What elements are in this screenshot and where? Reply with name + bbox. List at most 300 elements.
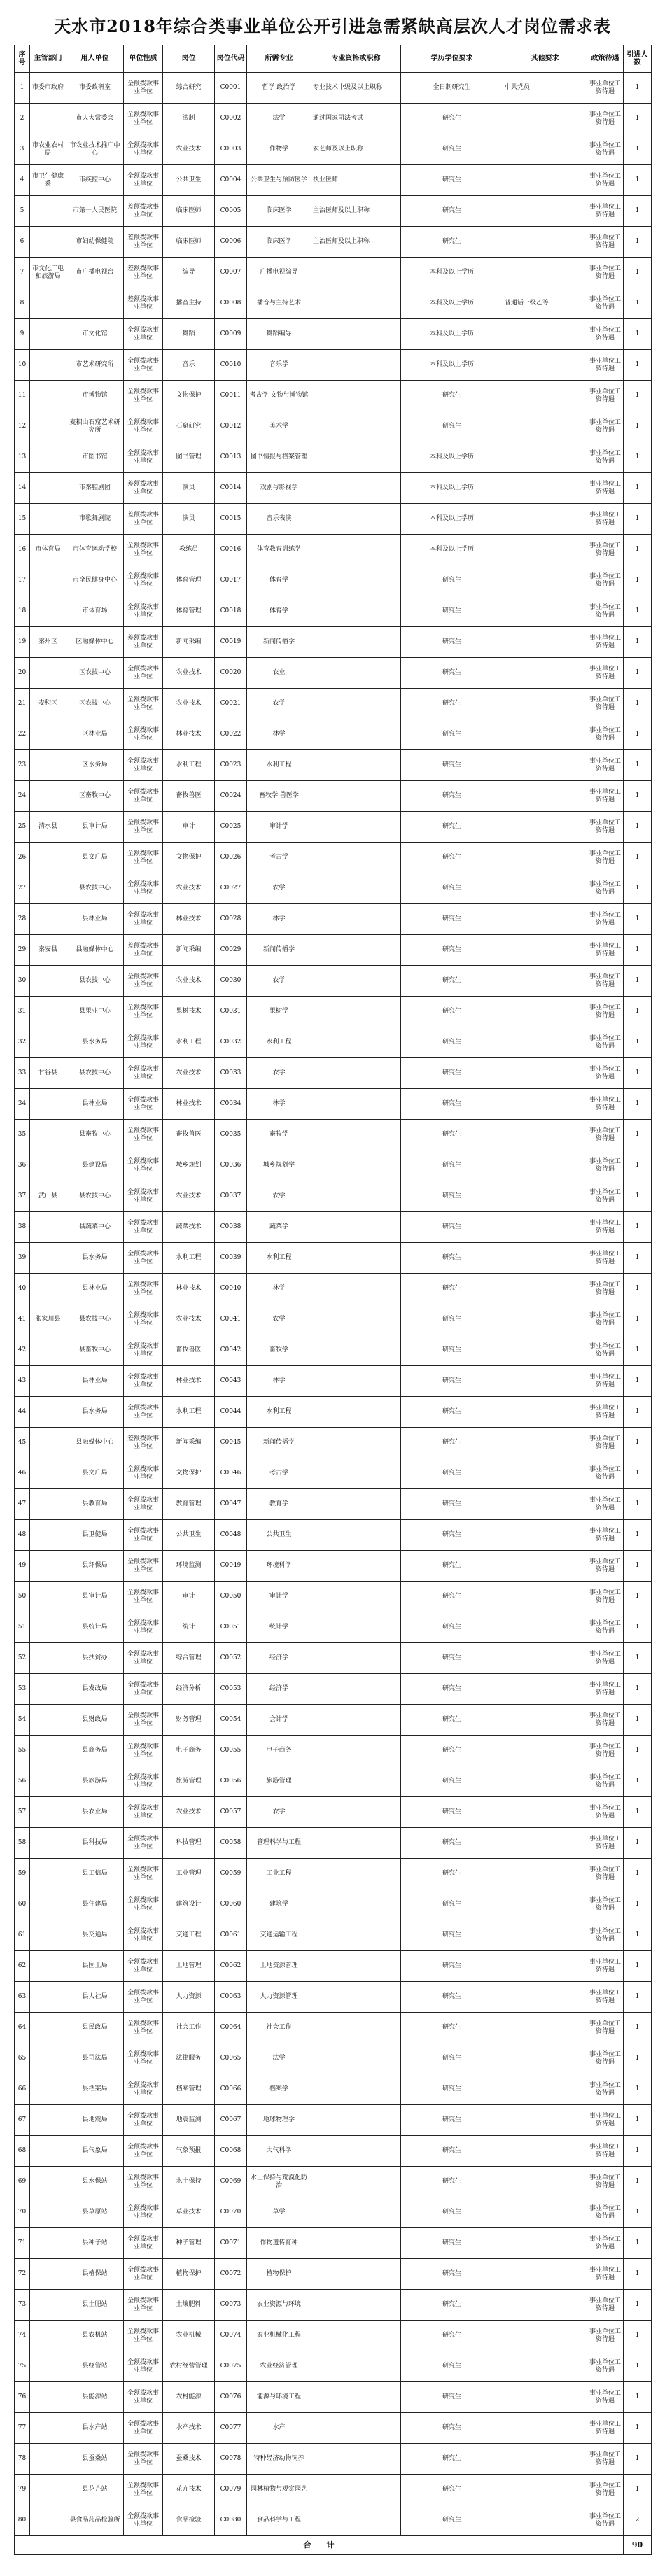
table-cell: 1: [624, 1797, 652, 1828]
table-cell: [312, 1304, 401, 1335]
table-cell: 档案管理: [163, 2074, 215, 2105]
table-cell: 县水务局: [66, 1027, 124, 1058]
table-cell: 1: [624, 1058, 652, 1089]
table-cell: [503, 1458, 587, 1489]
table-cell: 9: [15, 319, 30, 350]
table-cell: C0039: [215, 1243, 247, 1274]
table-cell: [30, 1582, 66, 1612]
table-cell: 16: [15, 535, 30, 565]
table-cell: [30, 1243, 66, 1274]
table-header-row: [15, 45, 652, 73]
table-cell: [30, 504, 66, 535]
column-header: 政策待遇: [587, 45, 624, 73]
table-cell: 全额拨款事业单位: [124, 1736, 163, 1766]
table-cell: 事业单位工资待遇: [587, 565, 624, 596]
table-cell: [30, 873, 66, 904]
table-cell: [503, 1643, 587, 1674]
table-cell: 甘谷县: [30, 1058, 66, 1089]
table-cell: [312, 2167, 401, 2197]
table-cell: 体育管理: [163, 596, 215, 627]
table-row: [15, 596, 652, 627]
table-cell: 体育管理: [163, 565, 215, 596]
table-cell: 37: [15, 1181, 30, 1212]
table-cell: [312, 1335, 401, 1366]
table-cell: 区农技中心: [66, 658, 124, 689]
table-cell: 20: [15, 658, 30, 689]
table-cell: 全额拨款事业单位: [124, 1982, 163, 2013]
table-cell: 事业单位工资待遇: [587, 1920, 624, 1951]
table-cell: 事业单位工资待遇: [587, 689, 624, 719]
table-cell: [30, 350, 66, 381]
table-cell: 23: [15, 750, 30, 781]
table-cell: 财务管理: [163, 1705, 215, 1736]
table-cell: C0078: [215, 2444, 247, 2475]
table-cell: 事业单位工资待遇: [587, 350, 624, 381]
table-cell: 25: [15, 812, 30, 843]
table-cell: 事业单位工资待遇: [587, 1674, 624, 1705]
table-cell: 研究生: [401, 2197, 503, 2228]
table-cell: 全额拨款事业单位: [124, 2197, 163, 2228]
table-cell: 体育教育训练学: [247, 535, 312, 565]
table-cell: [503, 381, 587, 411]
table-cell: [503, 2290, 587, 2321]
table-cell: 事业单位工资待遇: [587, 1582, 624, 1612]
table-cell: 临床医师: [163, 227, 215, 258]
table-cell: 全额拨款事业单位: [124, 966, 163, 997]
table-cell: 65: [15, 2043, 30, 2074]
table-cell: 县民政局: [66, 2013, 124, 2043]
table-row: [15, 873, 652, 904]
table-cell: 畜牧学: [247, 1335, 312, 1366]
table-cell: [503, 2351, 587, 2382]
table-cell: [30, 1705, 66, 1736]
table-cell: 县农技中心: [66, 1058, 124, 1089]
table-cell: C0011: [215, 381, 247, 411]
table-cell: 全额拨款事业单位: [124, 1612, 163, 1643]
table-cell: 全额拨款事业单位: [124, 750, 163, 781]
table-cell: 30: [15, 966, 30, 997]
table-cell: C0017: [215, 565, 247, 596]
table-cell: [312, 2382, 401, 2413]
table-cell: C0047: [215, 1489, 247, 1520]
table-cell: C0075: [215, 2351, 247, 2382]
table-cell: [503, 750, 587, 781]
table-cell: 47: [15, 1489, 30, 1520]
table-cell: 研究生: [401, 1428, 503, 1458]
table-cell: C0062: [215, 1951, 247, 1982]
table-cell: 市委政研室: [66, 73, 124, 104]
table-cell: 研究生: [401, 104, 503, 134]
table-cell: [503, 2105, 587, 2136]
table-cell: C0071: [215, 2228, 247, 2259]
table-cell: 全日制研究生: [401, 73, 503, 104]
table-cell: [503, 1582, 587, 1612]
table-cell: C0069: [215, 2167, 247, 2197]
table-cell: C0036: [215, 1150, 247, 1181]
table-cell: C0044: [215, 1397, 247, 1428]
table-cell: 档案学: [247, 2074, 312, 2105]
table-cell: [312, 812, 401, 843]
table-cell: 全额拨款事业单位: [124, 2043, 163, 2074]
table-cell: 县农业局: [66, 1797, 124, 1828]
table-row: [15, 935, 652, 966]
table-row: [15, 2290, 652, 2321]
table-cell: 4: [15, 165, 30, 196]
table-cell: C0046: [215, 1458, 247, 1489]
table-cell: [503, 2043, 587, 2074]
table-cell: [312, 411, 401, 442]
table-cell: 市秦腔剧团: [66, 473, 124, 504]
table-cell: [312, 1058, 401, 1089]
table-cell: 研究生: [401, 2259, 503, 2290]
table-cell: 全额拨款事业单位: [124, 1458, 163, 1489]
table-cell: [503, 1428, 587, 1458]
table-row: [15, 196, 652, 227]
table-cell: [30, 381, 66, 411]
table-cell: 全额拨款事业单位: [124, 2382, 163, 2413]
table-cell: 事业单位工资待遇: [587, 1366, 624, 1397]
table-cell: 1: [624, 504, 652, 535]
table-cell: 1: [624, 1736, 652, 1766]
table-cell: 差额拨款事业单位: [124, 473, 163, 504]
table-cell: 事业单位工资待遇: [587, 319, 624, 350]
table-cell: 县融媒体中心: [66, 1428, 124, 1458]
column-header: 其他要求: [503, 45, 587, 73]
table-cell: 研究生: [401, 843, 503, 873]
table-row: [15, 1520, 652, 1551]
table-cell: 39: [15, 1243, 30, 1274]
table-cell: 研究生: [401, 1736, 503, 1766]
table-cell: 县司法局: [66, 2043, 124, 2074]
table-cell: 研究生: [401, 1705, 503, 1736]
table-cell: 21: [15, 689, 30, 719]
table-cell: 县林业局: [66, 1089, 124, 1120]
table-cell: 县蚕桑站: [66, 2444, 124, 2475]
table-cell: [503, 1397, 587, 1428]
table-cell: [503, 873, 587, 904]
table-row: [15, 843, 652, 873]
table-row: [15, 411, 652, 442]
table-cell: 1: [624, 73, 652, 104]
table-cell: [503, 565, 587, 596]
table-cell: 事业单位工资待遇: [587, 596, 624, 627]
table-cell: 武山县: [30, 1181, 66, 1212]
table-cell: C0049: [215, 1551, 247, 1582]
table-cell: [312, 1951, 401, 1982]
table-cell: 本科及以上学历: [401, 535, 503, 565]
table-cell: [312, 2413, 401, 2444]
table-cell: 事业单位工资待遇: [587, 2136, 624, 2167]
table-cell: [312, 1643, 401, 1674]
table-cell: 全额拨款事业单位: [124, 535, 163, 565]
table-cell: 45: [15, 1428, 30, 1458]
table-cell: 43: [15, 1366, 30, 1397]
column-header: 主管部门: [30, 45, 66, 73]
table-cell: 差额拨款事业单位: [124, 504, 163, 535]
table-cell: 58: [15, 1828, 30, 1859]
table-cell: C0070: [215, 2197, 247, 2228]
table-cell: 1: [624, 2382, 652, 2413]
table-cell: 事业单位工资待遇: [587, 258, 624, 288]
table-cell: [30, 1428, 66, 1458]
table-cell: [30, 319, 66, 350]
table-cell: C0074: [215, 2321, 247, 2351]
table-cell: [503, 2321, 587, 2351]
table-cell: 中共党员: [503, 73, 587, 104]
table-row: [15, 2074, 652, 2105]
table-cell: [312, 719, 401, 750]
table-cell: 1: [624, 1859, 652, 1889]
table-cell: 事业单位工资待遇: [587, 2444, 624, 2475]
table-cell: 研究生: [401, 381, 503, 411]
table-row: [15, 1982, 652, 2013]
table-cell: 审计: [163, 812, 215, 843]
table-cell: 63: [15, 1982, 30, 2013]
table-cell: 林学: [247, 904, 312, 935]
table-cell: [503, 1120, 587, 1150]
table-cell: 研究生: [401, 2351, 503, 2382]
table-cell: 秦州区: [30, 627, 66, 658]
table-cell: C0007: [215, 258, 247, 288]
table-cell: [30, 596, 66, 627]
table-cell: [503, 1027, 587, 1058]
table-row: [15, 381, 652, 411]
table-cell: 市卫生健康委: [30, 165, 66, 196]
table-cell: 环境科学: [247, 1551, 312, 1582]
table-cell: 26: [15, 843, 30, 873]
table-cell: 差额拨款事业单位: [124, 196, 163, 227]
table-cell: [312, 1551, 401, 1582]
table-cell: 农学: [247, 1304, 312, 1335]
table-cell: 研究生: [401, 1181, 503, 1212]
table-cell: [312, 1181, 401, 1212]
table-cell: [312, 1120, 401, 1150]
table-cell: C0033: [215, 1058, 247, 1089]
table-cell: 事业单位工资待遇: [587, 873, 624, 904]
table-row: [15, 258, 652, 288]
table-cell: 14: [15, 473, 30, 504]
table-cell: 研究生: [401, 966, 503, 997]
table-cell: 编导: [163, 258, 215, 288]
table-cell: 事业单位工资待遇: [587, 288, 624, 319]
table-cell: [30, 2105, 66, 2136]
table-cell: 全额拨款事业单位: [124, 1828, 163, 1859]
table-cell: [30, 2043, 66, 2074]
table-cell: 18: [15, 596, 30, 627]
table-row: [15, 627, 652, 658]
table-row: [15, 1212, 652, 1243]
table-cell: 工业管理: [163, 1859, 215, 1889]
table-cell: [312, 1982, 401, 2013]
table-cell: [503, 2475, 587, 2505]
table-row: [15, 2505, 652, 2536]
table-cell: C0041: [215, 1304, 247, 1335]
table-cell: [312, 2444, 401, 2475]
table-cell: [30, 2475, 66, 2505]
table-cell: 51: [15, 1612, 30, 1643]
table-cell: 研究生: [401, 165, 503, 196]
table-cell: [312, 442, 401, 473]
table-cell: 33: [15, 1058, 30, 1089]
table-cell: 1: [624, 2475, 652, 2505]
table-row: [15, 1243, 652, 1274]
table-cell: [312, 997, 401, 1027]
table-cell: [503, 1951, 587, 1982]
table-cell: 全额拨款事业单位: [124, 165, 163, 196]
table-cell: [312, 1889, 401, 1920]
table-cell: C0031: [215, 997, 247, 1027]
table-cell: 音乐学: [247, 350, 312, 381]
table-row: [15, 442, 652, 473]
table-cell: [503, 504, 587, 535]
table-cell: 1: [624, 258, 652, 288]
table-cell: 1: [624, 719, 652, 750]
table-cell: 区农技中心: [66, 689, 124, 719]
table-cell: 1: [624, 812, 652, 843]
table-cell: [503, 1612, 587, 1643]
table-cell: C0056: [215, 1766, 247, 1797]
table-cell: [312, 1766, 401, 1797]
table-cell: 全额拨款事业单位: [124, 2013, 163, 2043]
table-cell: 县能源站: [66, 2382, 124, 2413]
table-cell: 事业单位工资待遇: [587, 997, 624, 1027]
table-cell: 全额拨款事业单位: [124, 134, 163, 165]
table-cell: C0010: [215, 350, 247, 381]
table-cell: [30, 1736, 66, 1766]
table-cell: 研究生: [401, 1551, 503, 1582]
table-cell: 地球物理学: [247, 2105, 312, 2136]
table-cell: 林学: [247, 1274, 312, 1304]
table-cell: [312, 2290, 401, 2321]
table-cell: 审计学: [247, 1582, 312, 1612]
table-cell: 1: [624, 1212, 652, 1243]
table-cell: 66: [15, 2074, 30, 2105]
table-cell: 秦安县: [30, 935, 66, 966]
table-cell: 研究生: [401, 1027, 503, 1058]
table-cell: [312, 1859, 401, 1889]
table-cell: 农学: [247, 873, 312, 904]
table-cell: 麦积山石窟艺术研究所: [66, 411, 124, 442]
table-cell: 新闻采编: [163, 627, 215, 658]
table-cell: [312, 843, 401, 873]
table-cell: 研究生: [401, 1397, 503, 1428]
table-cell: 教练员: [163, 535, 215, 565]
table-cell: 县扶贫办: [66, 1643, 124, 1674]
table-cell: C0068: [215, 2136, 247, 2167]
table-cell: 临床医学: [247, 196, 312, 227]
table-cell: 5: [15, 196, 30, 227]
table-cell: [30, 1520, 66, 1551]
table-cell: 戏剧与影视学: [247, 473, 312, 504]
table-cell: 考古学 文物与博物馆: [247, 381, 312, 411]
table-cell: 全额拨款事业单位: [124, 2413, 163, 2444]
table-cell: 临床医师: [163, 196, 215, 227]
table-cell: 城乡规划学: [247, 1150, 312, 1181]
table-cell: 法制: [163, 104, 215, 134]
table-cell: 市农业技术推广中心: [66, 134, 124, 165]
table-cell: [30, 904, 66, 935]
table-cell: 水产技术: [163, 2413, 215, 2444]
table-cell: [30, 2444, 66, 2475]
table-cell: [503, 1920, 587, 1951]
table-cell: 县林业局: [66, 1274, 124, 1304]
table-cell: 事业单位工资待遇: [587, 935, 624, 966]
table-cell: [312, 1458, 401, 1489]
table-cell: [503, 319, 587, 350]
table-cell: 事业单位工资待遇: [587, 1736, 624, 1766]
table-cell: 石窟研究: [163, 411, 215, 442]
table-cell: [30, 565, 66, 596]
table-cell: 全额拨款事业单位: [124, 565, 163, 596]
table-cell: 全额拨款事业单位: [124, 1643, 163, 1674]
table-cell: 10: [15, 350, 30, 381]
table-cell: 音乐: [163, 350, 215, 381]
table-cell: 研究生: [401, 658, 503, 689]
table-row: [15, 319, 652, 350]
table-cell: 事业单位工资待遇: [587, 1766, 624, 1797]
table-cell: 1: [624, 2321, 652, 2351]
table-cell: [503, 596, 587, 627]
table-cell: [30, 1551, 66, 1582]
table-row: [15, 73, 652, 104]
table-cell: 农业技术: [163, 1797, 215, 1828]
table-cell: 1: [624, 689, 652, 719]
table-cell: 28: [15, 904, 30, 935]
table-cell: 1: [624, 104, 652, 134]
table-cell: 71: [15, 2228, 30, 2259]
table-cell: 1: [624, 658, 652, 689]
table-cell: C0027: [215, 873, 247, 904]
table-cell: 种子管理: [163, 2228, 215, 2259]
table-cell: [503, 104, 587, 134]
table-cell: 研究生: [401, 227, 503, 258]
table-cell: 研究生: [401, 1674, 503, 1705]
column-header: 序号: [15, 45, 30, 73]
table-cell: 差额拨款事业单位: [124, 288, 163, 319]
table-cell: 事业单位工资待遇: [587, 134, 624, 165]
table-cell: [503, 1489, 587, 1520]
table-cell: 研究生: [401, 873, 503, 904]
table-row: [15, 997, 652, 1027]
table-cell: 农业技术: [163, 689, 215, 719]
table-cell: 研究生: [401, 2290, 503, 2321]
table-cell: [503, 2197, 587, 2228]
table-cell: 县工信局: [66, 1859, 124, 1889]
table-cell: C0067: [215, 2105, 247, 2136]
table-cell: 畜牧兽医: [163, 1335, 215, 1366]
table-cell: 研究生: [401, 2321, 503, 2351]
table-cell: 城乡规划: [163, 1150, 215, 1181]
column-header: 引进人数: [624, 45, 652, 73]
table-row: [15, 2013, 652, 2043]
table-row: [15, 1612, 652, 1643]
table-cell: [30, 2351, 66, 2382]
column-header: 用人单位: [66, 45, 124, 73]
table-cell: 全额拨款事业单位: [124, 1489, 163, 1520]
table-cell: C0079: [215, 2475, 247, 2505]
table-cell: 1: [624, 1828, 652, 1859]
table-cell: C0016: [215, 535, 247, 565]
table-cell: 全额拨款事业单位: [124, 1797, 163, 1828]
table-cell: 美术学: [247, 411, 312, 442]
table-cell: 人力资源管理: [247, 1982, 312, 2013]
table-cell: 农业技术: [163, 1304, 215, 1335]
table-cell: 主治医师及以上职称: [312, 196, 401, 227]
table-cell: 75: [15, 2351, 30, 2382]
table-cell: [30, 1458, 66, 1489]
table-cell: 研究生: [401, 1120, 503, 1150]
table-cell: [503, 2382, 587, 2413]
